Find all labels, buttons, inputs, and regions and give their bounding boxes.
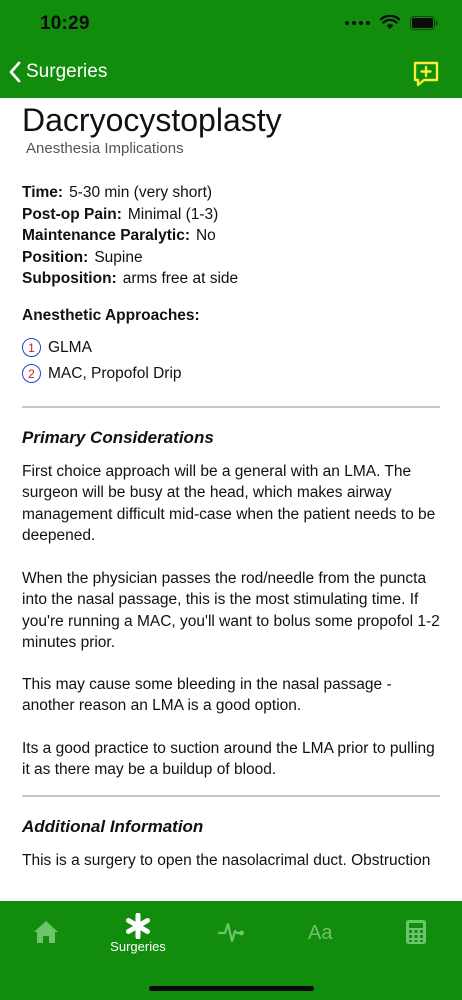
fact-value: arms free at side [122, 270, 239, 288]
paragraph: This may cause some bleeding in the nasal passage - another reason an LMA is a good option. [22, 676, 392, 715]
tab-surgeries-label: Surgeries [110, 939, 166, 954]
text-size-icon [308, 919, 338, 945]
signal-icon [345, 21, 370, 25]
fact-label: Time: [22, 184, 64, 201]
page-subtitle: Anesthesia Implications [26, 140, 184, 157]
home-indicator [149, 986, 314, 991]
status-time: 10:29 [40, 13, 90, 34]
fact-row-subposition [22, 268, 238, 290]
home-icon [32, 919, 60, 945]
add-note-icon[interactable] [412, 60, 440, 88]
fact-value: Supine [94, 248, 143, 266]
chevron-left-icon [8, 60, 22, 84]
approach-number: 2 [22, 364, 41, 383]
fact-label: Subposition: [22, 270, 117, 288]
section-divider [22, 795, 440, 797]
tab-surgeries[interactable] [92, 901, 184, 961]
fact-value: Minimal (1-3) [127, 205, 219, 223]
fact-label: Maintenance Paralytic: [22, 227, 190, 245]
asterisk-icon [125, 913, 151, 939]
approach-label: MAC, Propofol Drip [48, 364, 182, 382]
wifi-icon [380, 15, 400, 30]
primary-considerations-heading: Primary Considerations [22, 428, 214, 447]
nav-bar [0, 50, 462, 98]
approach-label: GLMA [48, 338, 92, 356]
status-bar [0, 0, 462, 50]
status-icons [345, 15, 438, 30]
tab-text-size[interactable] [277, 901, 369, 961]
fact-label: Position: [22, 248, 89, 266]
section-divider [22, 406, 440, 408]
paragraph: Its a good practice to suction around the LMA prior to pulling it as there may be a buildup of blood. [22, 740, 435, 779]
approach-item[interactable] [22, 338, 92, 357]
content-fade [0, 872, 462, 902]
svg-text:Aa: Aa [308, 922, 333, 944]
content-scroll-area[interactable] [0, 98, 462, 901]
fact-value: No [195, 227, 216, 245]
tab-calculator[interactable] [370, 901, 462, 961]
fact-row-position [22, 247, 238, 269]
fact-row-maintenance-paralytic [22, 225, 238, 247]
vitals-icon [217, 919, 245, 945]
calculator-icon [405, 919, 427, 945]
approaches-heading: Anesthetic Approaches: [22, 307, 200, 324]
paragraph: First choice approach will be a general with an LMA. The surgeon will be busy at the head, which makes airway management difficult mid-case when the patient needs to be deepened. [22, 463, 436, 545]
fact-list [22, 182, 238, 290]
tab-vitals[interactable] [185, 901, 277, 961]
page-title: Dacryocystoplasty [22, 102, 282, 138]
approach-number: 1 [22, 338, 41, 357]
paragraph: This is a surgery to open the nasolacrimal duct. Obstruction [22, 852, 431, 869]
approach-item[interactable] [22, 364, 182, 383]
additional-information-heading: Additional Information [22, 817, 204, 836]
paragraph: When the physician passes the rod/needle from the puncta into the nasal passage, this is the most stimulating time. If you're running a MAC, you'll want to bolus some propofol 1-2 minutes prior. [22, 570, 440, 652]
fact-row-time [22, 182, 238, 204]
fact-label: Post-op Pain: [22, 205, 122, 223]
back-button[interactable] [8, 60, 107, 84]
fact-row-postop-pain [22, 204, 238, 226]
fact-value: 5-30 min (very short) [69, 184, 213, 201]
battery-icon [410, 16, 438, 30]
back-button-label: Surgeries [26, 61, 108, 82]
tab-home[interactable] [0, 901, 92, 961]
